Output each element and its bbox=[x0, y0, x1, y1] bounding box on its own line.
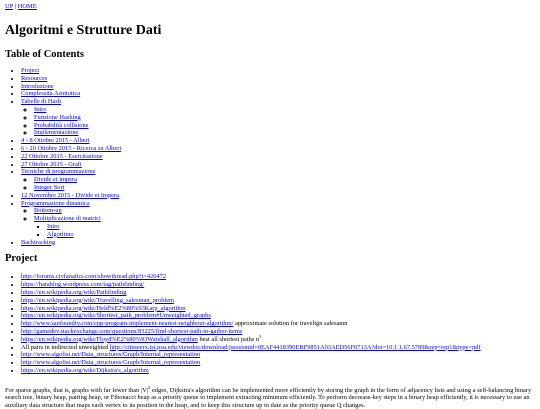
top-nav bbox=[5, 3, 535, 12]
toc-item bbox=[47, 231, 535, 239]
nav-separator: | bbox=[13, 3, 18, 10]
project-link[interactable]: http://citeseerx.ist.psu.edu/viewdoc/download;jsessionid=0EAF4418390EBF9851A03AED56F0713A?doi=10.1.1.67.5789&rep=rep1&type=pdf bbox=[109, 343, 481, 351]
toc-link[interactable]: 12 Novembre 2015 - Divide et Impera bbox=[21, 191, 119, 199]
toc-item bbox=[21, 67, 535, 75]
toc-sublist bbox=[21, 106, 535, 137]
toc-sublist bbox=[21, 207, 535, 238]
link-note-sup: 3 bbox=[259, 333, 262, 339]
project-link-item bbox=[21, 297, 535, 305]
toc-item bbox=[34, 122, 535, 130]
toc-link[interactable]: Probabilità collisione bbox=[34, 121, 89, 129]
toc-item bbox=[34, 129, 535, 137]
toc-link[interactable]: Divide et impera bbox=[34, 176, 77, 184]
toc-sublist bbox=[34, 223, 535, 239]
toc-item bbox=[34, 215, 535, 238]
project-link-item bbox=[21, 333, 535, 344]
project-link[interactable]: https://en.wikipedia.org/wiki/Travelling_salesman_problem bbox=[21, 296, 175, 304]
toc-link[interactable]: Resources bbox=[21, 74, 48, 82]
project-link[interactable]: http://www.sanfoundry.com/cpp-program-implement-nearest-neighbour-algorithm/ bbox=[21, 320, 234, 328]
toc-list bbox=[5, 67, 535, 246]
project-link[interactable]: https://harablog.wordpress.com/tag/pathfinding/ bbox=[21, 281, 145, 289]
toc-link[interactable]: 4 - 8 Ottobre 2015 - Alberi bbox=[21, 137, 90, 145]
toc-link[interactable]: 22 Ottobre 2015 - Esercitazione bbox=[21, 152, 103, 160]
toc-link[interactable]: Funzione Hashing bbox=[34, 113, 81, 121]
toc-link[interactable]: 6 - 20 Ottobre 2015 - Ricerca su Alberi bbox=[21, 144, 122, 152]
project-link[interactable]: https://en.wikipedia.org/wiki/Floyd%E2%80%93Warshall_algorithm bbox=[21, 335, 198, 343]
home-link[interactable]: HOME bbox=[17, 3, 37, 10]
page-title: Algoritmi e Strutture Dati bbox=[5, 23, 162, 38]
project-link[interactable]: https://en.wikipedia.org/wiki/Pathfinding bbox=[21, 288, 127, 296]
toc-item bbox=[21, 137, 535, 145]
project-link-item bbox=[21, 351, 535, 359]
toc-item bbox=[21, 192, 535, 200]
toc-item bbox=[34, 114, 535, 122]
project-link-item bbox=[21, 289, 535, 297]
project-link[interactable]: https://en.wikipedia.org/wiki/Dijkstra's_algorithm bbox=[21, 366, 149, 374]
project-link[interactable]: http://www.algolist.net/Data_structures/Graph/Internal_representation bbox=[21, 359, 201, 367]
project-link[interactable]: http://forums.civfanatics.com/showthread.php?t=426472 bbox=[21, 273, 167, 281]
project-link-item bbox=[21, 359, 535, 367]
toc-item bbox=[21, 200, 535, 239]
toc-link[interactable]: Implementazione bbox=[34, 129, 79, 137]
body-paragraph bbox=[5, 384, 535, 409]
toc-item bbox=[21, 239, 535, 247]
project-link-item bbox=[21, 312, 535, 320]
toc-item bbox=[21, 75, 535, 83]
link-note: best all shortest paths n bbox=[197, 335, 260, 343]
toc-item bbox=[21, 83, 535, 91]
toc-item bbox=[21, 98, 535, 137]
link-note: approximate solution for travelign salesamn bbox=[233, 320, 348, 328]
project-heading: Project bbox=[5, 253, 38, 265]
toc-link[interactable]: Introduzione bbox=[21, 82, 54, 90]
project-link-item bbox=[21, 344, 535, 352]
toc-item bbox=[21, 153, 535, 161]
up-link[interactable]: UP bbox=[5, 3, 14, 10]
paragraph-sup: 2 bbox=[148, 384, 151, 390]
toc-link[interactable]: Moltiplicazione di matrici bbox=[34, 215, 101, 223]
paragraph-before: For sparse graphs, that is, graphs with far fewer than |V| bbox=[5, 386, 149, 394]
link-prefix: All pairs in indirected unweighted bbox=[21, 343, 110, 351]
project-links-list bbox=[5, 273, 535, 374]
project-link-item bbox=[21, 273, 535, 281]
toc-link[interactable]: Tabelle di Hash bbox=[21, 98, 62, 106]
toc-item bbox=[34, 207, 535, 215]
toc-link[interactable]: Tecniche di programmazione bbox=[21, 168, 96, 176]
toc-link[interactable]: Complessità Asintotica bbox=[21, 90, 81, 98]
project-link-item bbox=[21, 281, 535, 289]
toc-sublist bbox=[21, 176, 535, 192]
toc-item bbox=[34, 176, 535, 184]
toc-link[interactable]: Bottom-up bbox=[34, 207, 62, 215]
toc-item bbox=[21, 90, 535, 98]
toc-link[interactable]: Intro bbox=[34, 105, 47, 113]
toc-link[interactable]: 27 Ottobre 2015 - Grafi bbox=[21, 160, 82, 168]
project-link[interactable]: https://en.wikipedia.org/wiki/Shortest_path_problem#Unweighted_graphs bbox=[21, 312, 211, 320]
project-link-item bbox=[21, 320, 535, 328]
project-link-item bbox=[21, 367, 535, 375]
toc-link[interactable]: Backtracking bbox=[21, 238, 56, 246]
project-link[interactable]: http://gamedev.stackexchange.com/questions/83225/find-shortest-path-to-gather-items bbox=[21, 327, 243, 335]
toc-link[interactable]: Programmazione dinamica bbox=[21, 199, 90, 207]
project-link-item bbox=[21, 328, 535, 336]
toc-link[interactable]: Integer Sort bbox=[34, 183, 65, 191]
toc-heading: Table of Contents bbox=[5, 49, 84, 60]
project-link[interactable]: http://www.algolist.net/Data_structures/Graph/Internal_representation bbox=[21, 351, 201, 359]
toc-item bbox=[47, 223, 535, 231]
project-link-item bbox=[21, 305, 535, 313]
toc-link[interactable]: Intro bbox=[47, 222, 60, 230]
toc-item bbox=[21, 145, 535, 153]
project-link[interactable]: https://en.wikipedia.org/wiki/Held%E2%80%93Karp_algorithm bbox=[21, 304, 186, 312]
toc-link[interactable]: Algoritmo bbox=[47, 230, 74, 238]
toc-item bbox=[21, 168, 535, 191]
toc-item bbox=[34, 106, 535, 114]
toc-item bbox=[34, 184, 535, 192]
paragraph-after: edges, Dijkstra's algorithm can be implemented more efficiently by storing the graph in the form of adjacency lists and using a self-balancing binary search tree, binary heap, pairing heap, or Fibonacci heap as a priority queue to implement extracting minimum efficiently. To perform decrease-key steps in a binary heap efficiently, it is necessary to use an auxiliary data structure that maps each vertex to its position in the heap, and to keep this structure up to date as the priority queue Q changes. bbox=[5, 386, 532, 409]
toc-link[interactable]: Project bbox=[21, 67, 40, 74]
toc-item bbox=[21, 161, 535, 169]
